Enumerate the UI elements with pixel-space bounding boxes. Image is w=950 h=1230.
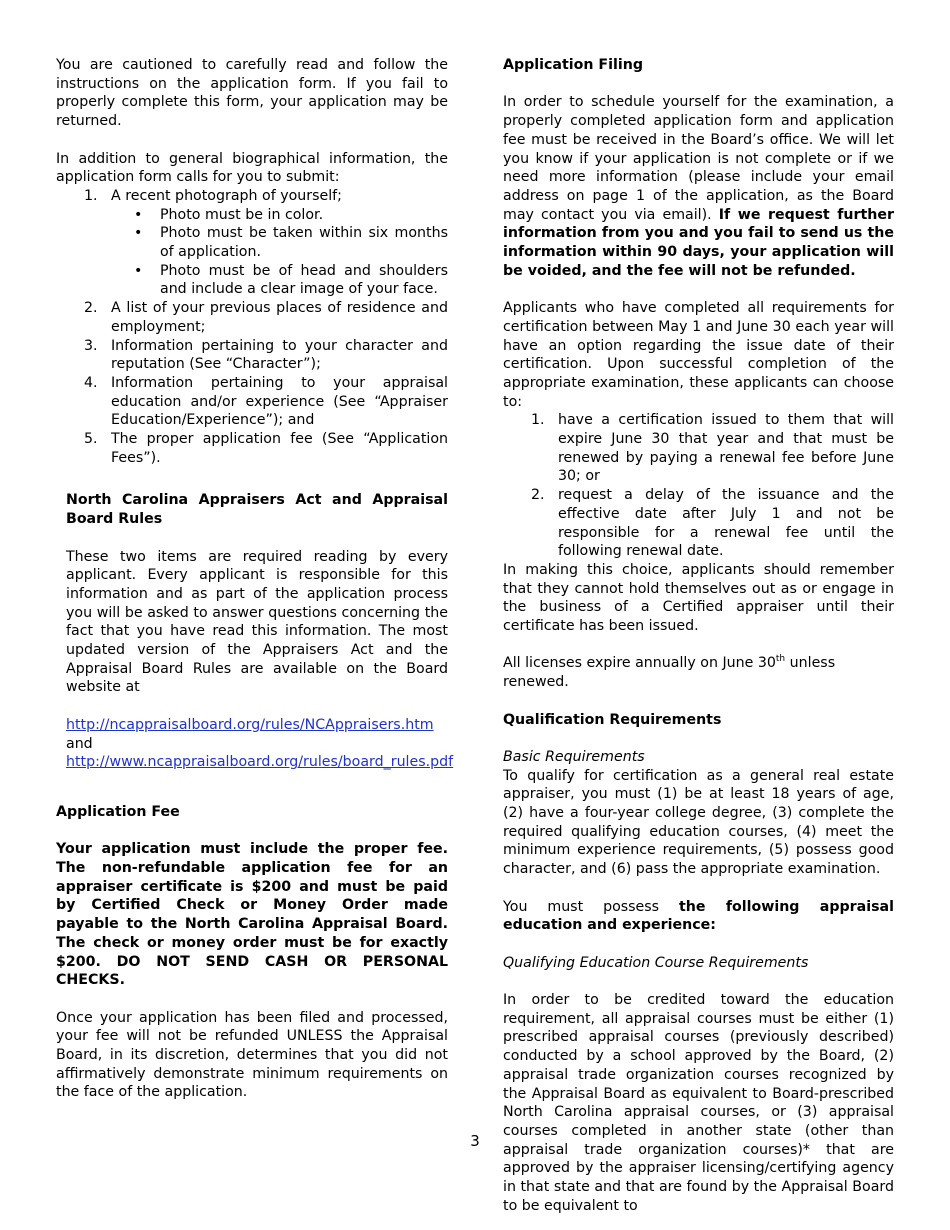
and-text: and: [66, 735, 93, 752]
list-item: 4. Information pertaining to your appraisal education and/or experience (See “Appraiser Education/Experience”); and: [84, 374, 448, 429]
basic-requirements-paragraph: To qualify for certification as a general real estate appraiser, you must (1) be at least 18 years of age, (2) have a four-year college degree, (3) complete the required qualifying education courses, (4) meet the minimum experience requirements, (5) possess good character, and (6) pass the appropriate examination.: [503, 767, 894, 878]
choice-paragraph: In making this choice, applicants should remember that they cannot hold themselves out as or engage in the business of a Certified appraiser until their certificate has been issued.: [503, 561, 894, 635]
nc-appraisers-act-link[interactable]: http://ncappraisalboard.org/rules/NCAppraisers.htm: [66, 716, 434, 733]
act-heading: North Carolina Appraisers Act and Appraisal Board Rules: [66, 492, 448, 528]
board-rules-link[interactable]: http://www.ncappraisalboard.org/rules/board_rules.pdf: [66, 754, 454, 771]
list-item: • Photo must be in color.: [134, 206, 324, 223]
basic-requirements-heading: Basic Requirements: [503, 748, 645, 765]
course-requirements-paragraph: In order to be credited toward the education requirement, all appraisal courses must be either (1) prescribed appraisal courses (previously described) conducted by a school approved by the Board, (2) appraisal trade organization courses recognized by the Appraisal Board as equivalent to Board-prescribed North Carolina appraisal courses, or (3) appraisal courses completed in another state (other than appraisal trade organization courses)* that are approved by the appraiser licensing/certifying agency in that state and that are found by the Appraisal Board to be equivalent to: [503, 992, 894, 1214]
link-1-row: [66, 716, 448, 735]
applicants-paragraph: Applicants who have completed all requirements for certification between May 1 and June 30 each year will have an option regarding the issue date of their certification. Upon successful completion of the appropriate examination, these applicants can choose to:: [503, 300, 894, 410]
list-item: 1. A recent photograph of yourself;: [84, 187, 342, 204]
list-item: 2. A list of your previous places of residence and employment;: [84, 300, 448, 335]
course-requirements-heading: Qualifying Education Course Requirements: [503, 954, 809, 971]
fee-bold-paragraph: Your application must include the proper fee. The non-refundable application fee for an appraiser certificate is $200 and must be paid by Certified Check or Money Order made payable to the North Carolina Appraisal Board. The check or money order must be for exactly $200. DO NOT SEND CASH OR PERSONAL CHECKS.: [56, 841, 448, 989]
list-item: • Photo must be taken within six months of application.: [134, 225, 448, 261]
possess-paragraph: You must possess the following appraisal education and experience:: [503, 898, 894, 934]
photo-requirements-list: [56, 206, 448, 300]
right-column: [503, 56, 894, 1215]
fee-paragraph: Once your application has been filed and processed, your fee will not be refunded UNLESS the Appraisal Board, in its discretion, determines that you did not affirmatively demonstrate minimum requirements on the face of the application.: [56, 1009, 448, 1101]
filing-paragraph: In order to schedule yourself for the examination, a properly completed application form and application fee must be received in the Board’s office. We will let you know if your application is not complete or if we need more information (please include your email address on page 1 of the application, as the Board may contact you via email). If we request further information from you and you fail to send us the information within 90 days, your application will be voided, and the fee will not be refunded.: [503, 94, 894, 279]
list-item: 5. The proper application fee (See “Application Fees”).: [84, 431, 448, 466]
list-item: 1. have a certification issued to them that will expire June 30 that year and that must be renewed by paying a renewal fee before June 30; or: [531, 412, 894, 485]
act-section: [56, 491, 454, 772]
filing-heading: Application Filing: [503, 57, 643, 73]
caution-paragraph: You are cautioned to carefully read and follow the instructions on the application form. If you fail to properly complete this form, your application may be returned.: [56, 57, 448, 130]
submission-list-continued: [56, 299, 448, 467]
submission-list: [56, 187, 448, 206]
list-item: 2. request a delay of the issuance and the effective date after July 1 and not be responsible for a renewal fee until the following renewal date.: [531, 487, 894, 560]
qualification-heading: Qualification Requirements: [503, 711, 722, 728]
link-2-row: [66, 753, 454, 772]
certification-options-list: [503, 411, 894, 561]
fee-heading: Application Fee: [56, 803, 180, 820]
act-paragraph: These two items are required reading by every applicant. Every applicant is responsible for this information and as part of the application process you will be asked to answer questions concerning the fact that you have read this information. The most updated version of the Appraisers Act and the Appraisal Board Rules are available on the Board website at: [66, 548, 448, 696]
expire-paragraph: All licenses expire annually on June 30th unless renewed.: [503, 654, 836, 691]
list-item: • Photo must be of head and shoulders and include a clear image of your face.: [134, 262, 448, 298]
intro-paragraph: In addition to general biographical information, the application form calls for you to submit:: [56, 150, 448, 186]
page-number: 3: [470, 1132, 480, 1150]
left-column: [56, 56, 454, 1102]
list-item: 3. Information pertaining to your character and reputation (See “Character”);: [84, 337, 448, 373]
